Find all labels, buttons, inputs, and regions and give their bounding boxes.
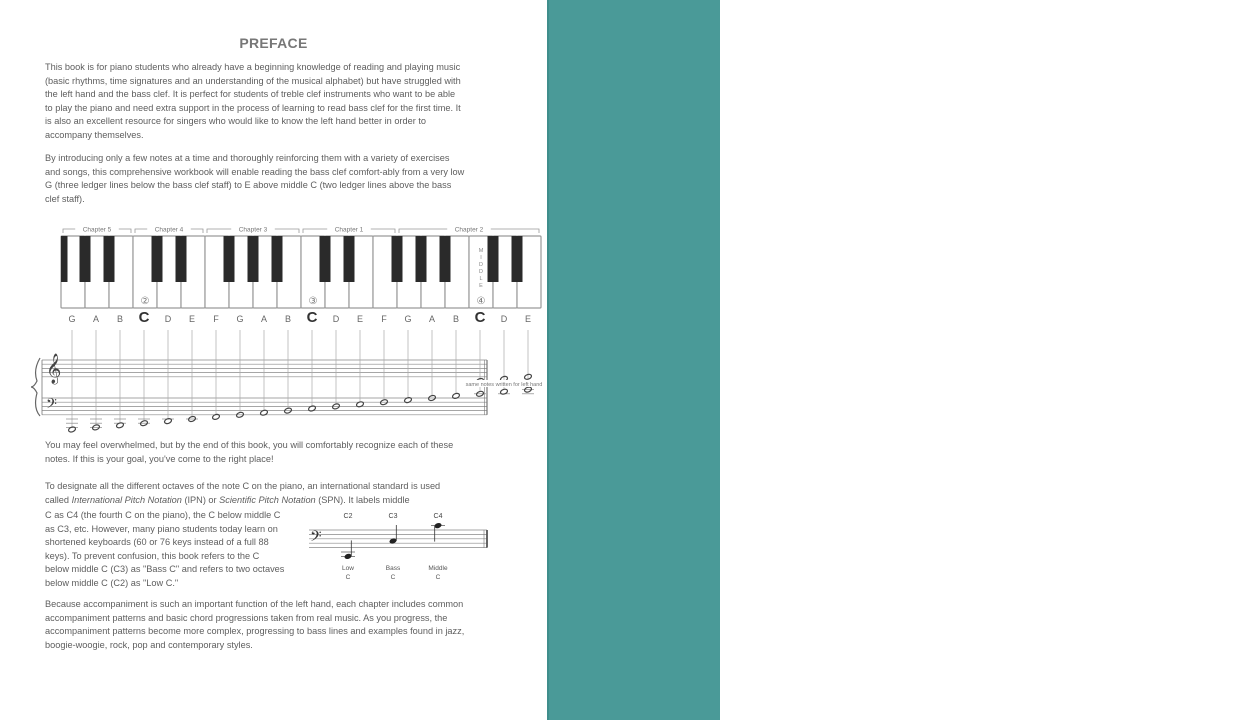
black-key [224,236,235,282]
term-ipn: International Pitch Notation [71,494,182,505]
chapter-label: Chapter 1 [334,226,364,234]
term-spn: Scientific Pitch Notation [219,494,316,505]
black-key [104,236,115,282]
black-key [440,236,451,282]
chapter-label: Chapter 2 [454,226,484,234]
note-letters [68,309,531,326]
note-letter: E [524,314,532,324]
brace-icon [31,358,40,416]
chapter-label: Chapter 4 [154,226,184,234]
black-key [416,236,427,282]
paragraph-intro: This book is for piano students who already have a beginning knowledge of reading and playing music (basic rhythms, time signatures and an understanding of the musical alphabet) but have struggled with the left hand and the bass clef. It is perfect for students of treble clef instruments who want to be able to play the piano and need extra support in the process of learning to read bass clef for the first time. It is also an excellent resource for singers who would like to know the left hand better in order to accompany themselves. [45,62,461,140]
paragraph-pitch-notation [45,480,465,507]
pitch-name: Low [342,565,354,572]
middle-label: L [479,276,483,282]
note-letter: C [474,309,486,326]
bass-clef-icon: 𝄢 [46,396,57,415]
text: To designate all the different octaves of the note C on the piano, an international standard is used called [45,481,441,505]
logo-row-1 [1133,565,1243,615]
logo-row-2 [1133,615,1243,665]
brand-sidebar [547,0,1243,720]
pitch-label: C2 [343,513,353,520]
black-key [488,236,499,282]
black-key [248,236,259,282]
black-key [512,236,523,282]
pitch-letter: C [435,574,441,581]
note-letter: A [428,314,436,324]
pitch-label: C3 [388,513,398,520]
black-key [344,236,355,282]
text: (IPN) or [181,494,220,505]
black-key [320,236,331,282]
note-letter: F [381,314,387,324]
note-letter: E [356,314,364,324]
note-letter: F [213,314,219,324]
pitch-name: Bass [385,565,401,572]
note-letter: A [260,314,268,324]
middle-label: D [479,269,483,275]
logo-char: 嶼 [1203,567,1243,613]
note-letter: B [284,314,292,324]
logo-char: 樂 [1133,617,1173,663]
piano-keyboard [61,236,541,308]
page-title: PREFACE [239,35,308,51]
note-letter: A [92,314,100,324]
octave-marker: ④ [476,296,486,307]
black-key [392,236,403,282]
pitch-letter: C [345,574,351,581]
pitch-label: C4 [433,513,443,520]
paragraph-accompaniment: Because accompaniment is such an important function of the left hand, each chapter includes common accompaniment patterns and basic chord progressions taken from real music. As you progress, the accompaniment patterns become more complex, progressing to bass lines and examples found in jazz, boogie-woogie, rock, pop and contemporary styles. [45,599,465,650]
grand-staff [31,330,546,433]
black-key [61,236,68,282]
bass-clef-icon: 𝄢 [310,528,322,548]
note-letter: B [452,314,460,324]
paragraph-pitch-names: C as C4 (the fourth C on the piano), the C below middle C as C3, etc. However, many piano students today learn on shortened keyboards (60 or 76 keys instead of a full 88 keys). To prevent confusion, this book refers to the C below middle C (C3) as "Bass C" and refers to two octaves below middle C (C2) as "Low C." [45,510,285,588]
chapter-brackets [63,225,539,234]
staff-annotation: same notes written for left hand [465,382,543,388]
note-letter: B [116,314,124,324]
note-letter: D [500,314,508,324]
note-letter: G [68,314,76,324]
note-letter: E [188,314,196,324]
black-key [272,236,283,282]
keyboard-staff-diagram [0,215,547,440]
text: (SPN). It labels middle [315,494,410,505]
note-letter: G [236,314,244,324]
note-letter: D [332,314,340,324]
middle-label: E [479,283,483,289]
note-letter: C [138,309,150,326]
book-page [0,0,547,720]
logo-char: 集 [1203,617,1243,663]
middle-label: M [478,248,484,254]
middle-label: D [479,262,483,268]
middle-label: I [480,255,482,261]
note-letter: D [164,314,172,324]
chapter-label: Chapter 3 [238,226,268,234]
pitch-c-staff [309,513,487,581]
island-music-logo [1133,565,1243,681]
pitch-c-diagram [305,508,495,588]
paragraph-encouragement: You may feel overwhelmed, but by the end of this book, you will comfortably recognize each of these notes. If this is your goal, you've come to the right place! [45,440,454,464]
logo-char: 島 [1133,567,1173,613]
black-key [176,236,187,282]
note-letter: G [404,314,412,324]
octave-marker: ② [140,296,150,307]
black-key [80,236,91,282]
black-key [152,236,163,282]
pitch-name: Middle [428,565,448,572]
note-letter: C [306,309,318,326]
chapter-label: Chapter 5 [82,226,112,234]
logo-subtitle: island music [1133,667,1214,681]
paragraph-approach: By introducing only a few notes at a time and thoroughly reinforcing them with a variety of exercises and songs, this comprehensive workbook will enable reading the bass clef comfort-ably from a very low G (three ledger lines below the bass clef staff) to E above middle C (two ledger lines above the bass clef staff). [45,153,465,204]
pitch-letter: C [390,574,396,581]
octave-marker: ③ [308,296,318,307]
treble-clef-icon: 𝄞 [46,353,62,383]
